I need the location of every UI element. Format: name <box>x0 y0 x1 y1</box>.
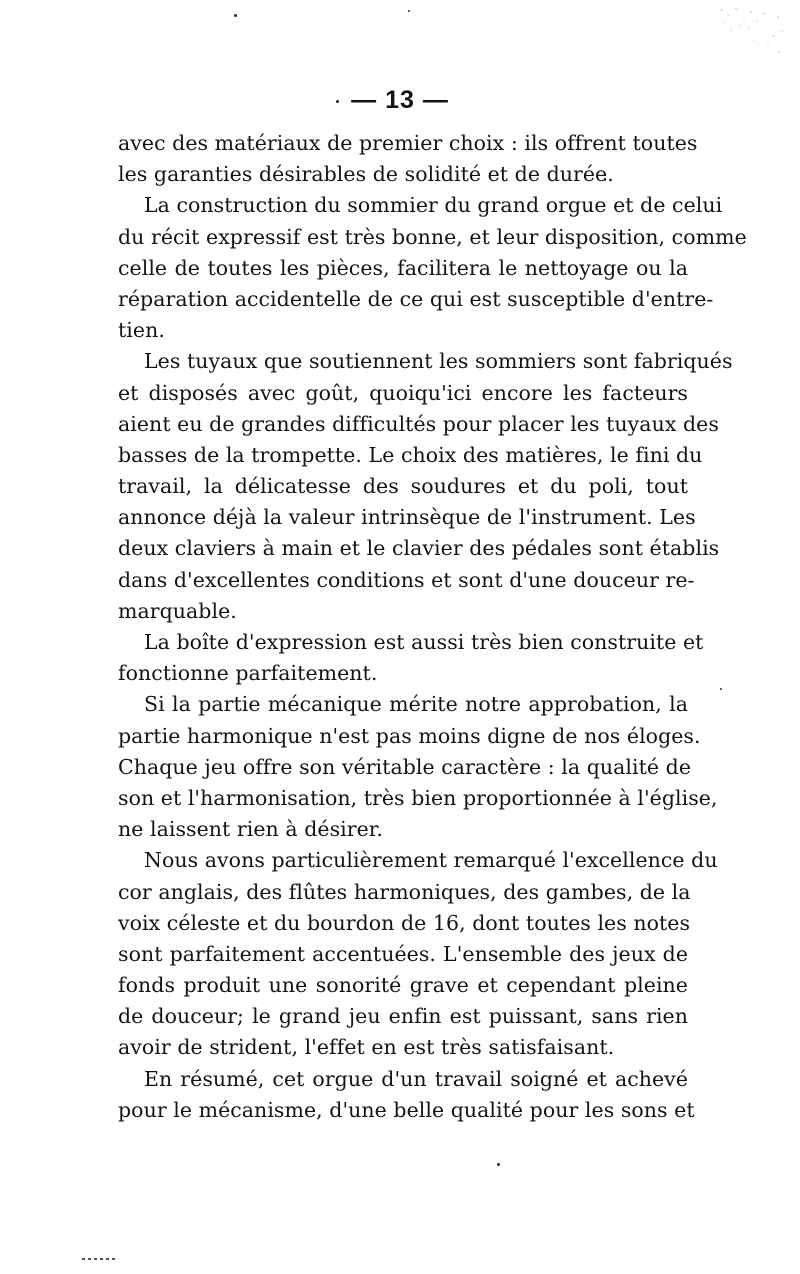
text-line: Les tuyaux que soutiennent les sommiers sont fabriqués <box>144 349 733 374</box>
text-line: du récit expressif est très bonne, et leur disposition, comme <box>118 224 747 249</box>
text-line: les garanties désirables de solidité et de durée. <box>118 162 614 187</box>
text-line: fonds produit une sonorité grave et cependant pleine <box>118 973 688 998</box>
text-line: avoir de strident, l'effet en est très satisfaisant. <box>118 1035 615 1060</box>
text-line: Nous avons particulièrement remarqué l'excellence du <box>144 848 718 873</box>
text-line: annonce déjà la valeur intrinsèque de l'instrument. Les <box>118 505 696 530</box>
text-line: basses de la trompette. Le choix des matières, le fini du <box>118 442 703 467</box>
text-line: La construction du sommier du grand orgue et de celui <box>144 193 723 218</box>
body-text <box>118 128 747 1126</box>
paragraph <box>118 627 704 689</box>
paragraph <box>118 128 698 190</box>
text-line: aient eu de grandes difficultés pour placer les tuyaux des <box>118 411 719 436</box>
text-line: avec des matériaux de premier choix : ils offrent toutes <box>118 131 698 155</box>
text-line: de douceur; le grand jeu enfin est puissant, sans rien <box>118 1004 688 1029</box>
text-line: celle de toutes les pièces, facilitera le nettoyage ou la <box>118 255 688 280</box>
scan-speck <box>497 1163 500 1166</box>
text-line: marquable. <box>118 598 237 623</box>
text-line: En résumé, cet orgue d'un travail soigné et achevé <box>144 1066 688 1091</box>
scan-noise-corner <box>716 6 786 66</box>
text-line: réparation accidentelle de ce qui est susceptible d'entre- <box>118 286 714 311</box>
text-line: et disposés avec goût, quoiqu'ici encore les facteurs <box>118 380 688 405</box>
page-number: — 13 — <box>351 86 449 114</box>
text-line: voix céleste et du bourdon de 16, dont toutes les notes <box>118 910 691 935</box>
paragraph <box>118 845 718 1063</box>
scan-speck <box>408 10 410 12</box>
paragraph <box>118 346 733 627</box>
scan-mark-bottom <box>82 1258 116 1260</box>
text-line: cor anglais, des flûtes harmoniques, des gambes, de la <box>118 879 691 904</box>
text-line: partie harmonique n'est pas moins digne de nos éloges. <box>118 723 701 748</box>
text-line: Si la partie mécanique mérite notre approbation, la <box>144 692 688 717</box>
scan-speck <box>234 14 237 17</box>
text-line: dans d'excellentes conditions et sont d'une douceur re- <box>118 567 695 592</box>
text-line: travail, la délicatesse des soudures et du poli, tout <box>118 474 688 499</box>
text-line: La boîte d'expression est aussi très bien construite et <box>144 630 704 654</box>
text-line: ne laissent rien à désirer. <box>118 817 383 842</box>
text-line: deux claviers à main et le clavier des pédales sont établis <box>118 536 720 561</box>
text-line: Chaque jeu offre son véritable caractère : la qualité de <box>118 754 692 779</box>
text-line: pour le mécanisme, d'une belle qualité pour les sons et <box>118 1097 695 1122</box>
paragraph <box>118 190 747 346</box>
text-line: fonctionne parfaitement. <box>118 661 378 686</box>
paragraph <box>118 1064 695 1126</box>
scan-speck <box>720 688 722 690</box>
text-line: son et l'harmonisation, très bien proportionnée à l'église, <box>118 785 718 810</box>
text-line: sont parfaitement accentuées. L'ensemble des jeux de <box>118 941 688 966</box>
text-line: tien. <box>118 318 165 343</box>
paragraph <box>118 689 718 845</box>
